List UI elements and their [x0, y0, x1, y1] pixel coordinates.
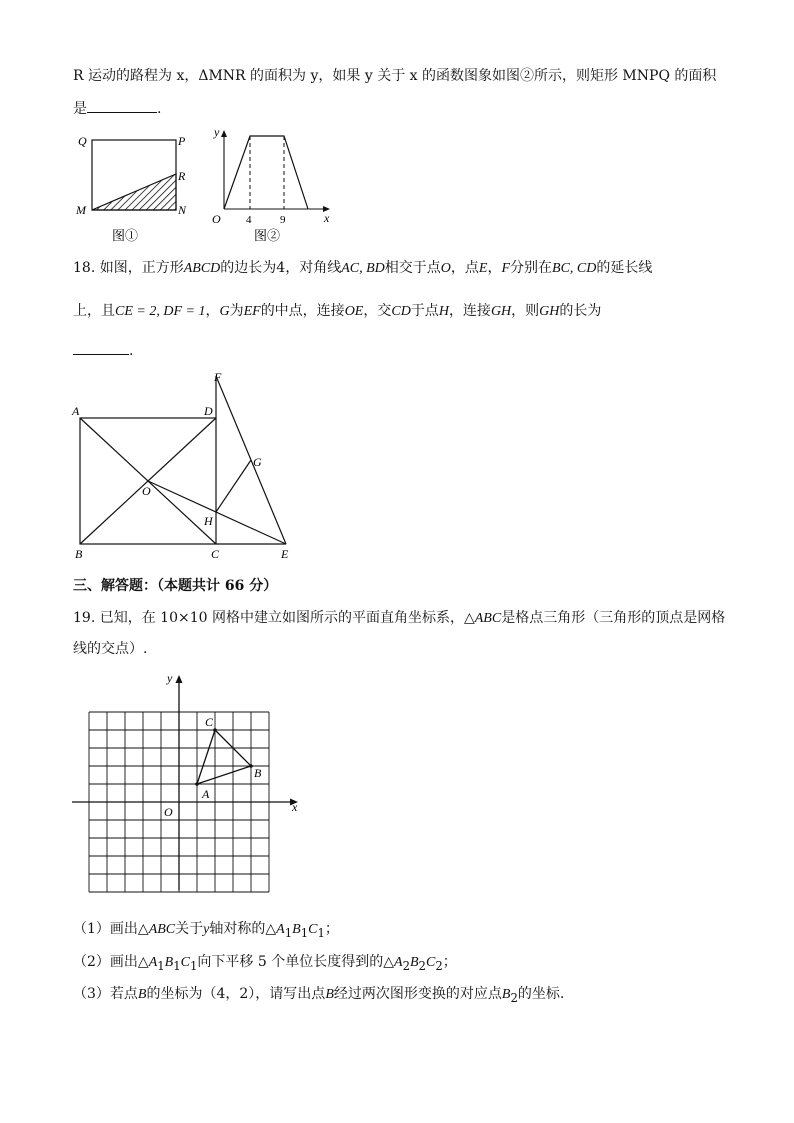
y-arrow-icon [221, 130, 227, 137]
q19-p2-A1: A [148, 955, 158, 970]
q19-p3-B2: B [325, 987, 334, 1002]
q18-l1-e: ，点 [450, 260, 479, 276]
q18-l2-eq: CE = 2, DF = 1 [115, 304, 206, 319]
q18-l1-E: E [478, 261, 488, 276]
q19-p2-sub1-b: 1 [173, 958, 181, 973]
q19-text-line1 [73, 608, 725, 629]
label-b: B [254, 766, 262, 780]
q19-p3-B3: B [501, 987, 511, 1002]
label-x: x [292, 800, 298, 814]
q18-l2-G: G [219, 304, 230, 319]
label-a: A [72, 404, 80, 418]
q18-l1-b: 的边长为 [220, 260, 277, 276]
label-p: P [178, 134, 186, 148]
q19-p1-end: ； [324, 921, 339, 937]
q18-l2-e: ，交 [363, 303, 392, 319]
q18-l1-square: ABCD [183, 261, 221, 276]
label-m: M [76, 203, 86, 217]
label-c: C [211, 547, 220, 561]
label-a: A [202, 787, 210, 801]
tick-4: 4 [246, 214, 252, 226]
segment-oe [148, 481, 286, 544]
q19-p2-sub1-c: 1 [190, 958, 198, 973]
q18-l2-CD: CD [391, 304, 411, 319]
q18-l1-f: ， [487, 260, 502, 276]
q18-l2-b: ， [205, 303, 220, 319]
q18-text-line3 [73, 340, 133, 361]
function-graph [224, 136, 308, 209]
q18-l2-OE: OE [344, 304, 364, 319]
q19-p3-d: 的坐标. [517, 986, 565, 1002]
q19-p1-C1: C [308, 922, 318, 937]
label-x: x [324, 211, 330, 225]
label-o: O [212, 212, 221, 226]
q19-p2-B2: B [409, 955, 419, 970]
q19-l1-b: 是格点三角形（三角形的顶点是网格 [501, 610, 726, 626]
q18-l1-F: F [501, 261, 511, 276]
label-h: H [204, 514, 213, 528]
label-y: y [214, 125, 220, 139]
q19-p1-y: y [203, 922, 210, 937]
q18-l2-H: H [438, 304, 449, 319]
q18-l2-g: ，连接 [448, 303, 491, 319]
q18-l2-GH2: GH [539, 304, 560, 319]
q18-l2-h: ，则 [511, 303, 540, 319]
q19-p2-a: （2）画出△ [73, 954, 149, 970]
q19-part2 [73, 952, 457, 976]
label-b: B [75, 547, 83, 561]
caption-fig1: 图① [112, 228, 139, 243]
q17-line2-suffix: . [157, 101, 162, 117]
label-o: O [142, 484, 151, 498]
segment-gh [216, 460, 251, 512]
q19-p2-sub2-b: 2 [418, 958, 426, 973]
q19-p2-A2: A [394, 955, 403, 970]
q18-l2-f: 于点 [410, 303, 439, 319]
q19-part3 [73, 984, 564, 1008]
q19-p1-sub-c: 1 [317, 925, 325, 940]
label-e: E [281, 547, 289, 561]
q18-l2-c: 为 [229, 303, 244, 319]
q19-p1-B1: B [292, 922, 301, 937]
q17-line2-prefix: 是 [73, 101, 87, 117]
q17-figure1 [72, 128, 202, 246]
q19-p3-c: 经过两次图形变换的对应点 [333, 986, 502, 1002]
label-g: G [253, 455, 262, 469]
q18-l2-a: 上，且 [73, 303, 115, 319]
label-q: Q [78, 134, 87, 148]
q18-l2-EF: EF [243, 304, 261, 319]
q19-p1-sub-b: 1 [300, 925, 309, 940]
q18-l1-d: 相交于点 [384, 260, 441, 276]
q19-part1 [73, 919, 339, 943]
q18-text-line2 [73, 301, 601, 322]
q18-text-line1 [73, 258, 652, 279]
q18-l1-c: ，对角线 [285, 260, 342, 276]
q19-p2-b: 向下平移 5 个单位长度得到的△ [197, 954, 394, 970]
q18-l2-GH: GH [490, 304, 512, 319]
q19-l1-tri: △ABC [463, 611, 502, 626]
q18-l1-n: 4 [276, 260, 286, 276]
q18-figure [66, 368, 306, 564]
section-3-title: 三、解答题：（本题共计 66 分） [73, 578, 278, 594]
q19-l1-a: 19. 已知，在 10×10 网格中建立如图所示的平面直角坐标系， [73, 610, 464, 626]
tick-9: 9 [280, 214, 286, 226]
q19-p2-C1: C [180, 955, 190, 970]
q19-p3-sub: 2 [510, 990, 518, 1005]
q19-coordinate-grid [66, 668, 306, 896]
q18-answer-blank[interactable] [73, 340, 129, 355]
q19-p2-sub2-a: 2 [402, 958, 410, 973]
label-d: D [204, 404, 213, 418]
q18-l1-diag: AC, BD [341, 261, 385, 276]
triangle-mnr [92, 174, 176, 210]
q18-l1-h: 的延长线 [596, 260, 653, 276]
label-c: C [205, 715, 214, 729]
q19-p2-sub2-c: 2 [435, 958, 443, 973]
q17-text-line1: R 运动的路程为 x，ΔMNR 的面积为 y，如果 y 关于 x 的函数图象如图②所示，则矩形 MNPQ 的面积 [73, 68, 717, 84]
q18-l2-d: 的中点，连接 [260, 303, 345, 319]
q17-answer-blank[interactable] [87, 98, 157, 113]
q19-p3-a: （3）若点 [73, 986, 138, 1002]
label-o: O [164, 805, 173, 819]
q18-l3-suffix: . [129, 343, 134, 359]
q18-l2-i: 的长为 [559, 303, 602, 319]
q19-p1-c: 轴对称的△ [209, 921, 277, 937]
q19-p2-end: ； [442, 954, 457, 970]
q19-text-line2: 线的交点）. [73, 641, 148, 657]
q17-text-line2 [73, 98, 161, 119]
q18-l1-a: 18. 如图，正方形 [73, 260, 184, 276]
q19-p2-B1: B [164, 955, 174, 970]
label-y: y [167, 671, 173, 685]
point-c [213, 728, 217, 732]
q19-p2-C2: C [425, 955, 436, 970]
q19-p2-sub1-a: 1 [157, 958, 165, 973]
q18-l1-g: 分别在 [510, 260, 553, 276]
y-arrow-icon [176, 675, 183, 683]
q19-p1-sub-a: 1 [284, 925, 293, 940]
label-f: F [214, 370, 222, 384]
triangle-abc [197, 730, 251, 784]
q19-p1-abc: ABC [148, 922, 176, 937]
label-r: R [178, 169, 186, 183]
q19-p1-a: （1）画出△ [73, 921, 149, 937]
q18-l1-ext: BC, CD [552, 261, 597, 276]
q19-p3-B: B [137, 987, 147, 1002]
point-a [195, 782, 199, 786]
q17-figure2 [204, 124, 340, 246]
q19-p1-A1: A [276, 922, 285, 937]
q19-p1-b: 关于 [175, 921, 204, 937]
q19-p3-b: 的坐标为（4，2），请写出点 [146, 986, 326, 1002]
point-b [249, 764, 253, 768]
label-n: N [178, 203, 187, 217]
q18-l1-o: O [440, 261, 451, 276]
caption-fig2: 图② [254, 228, 281, 243]
